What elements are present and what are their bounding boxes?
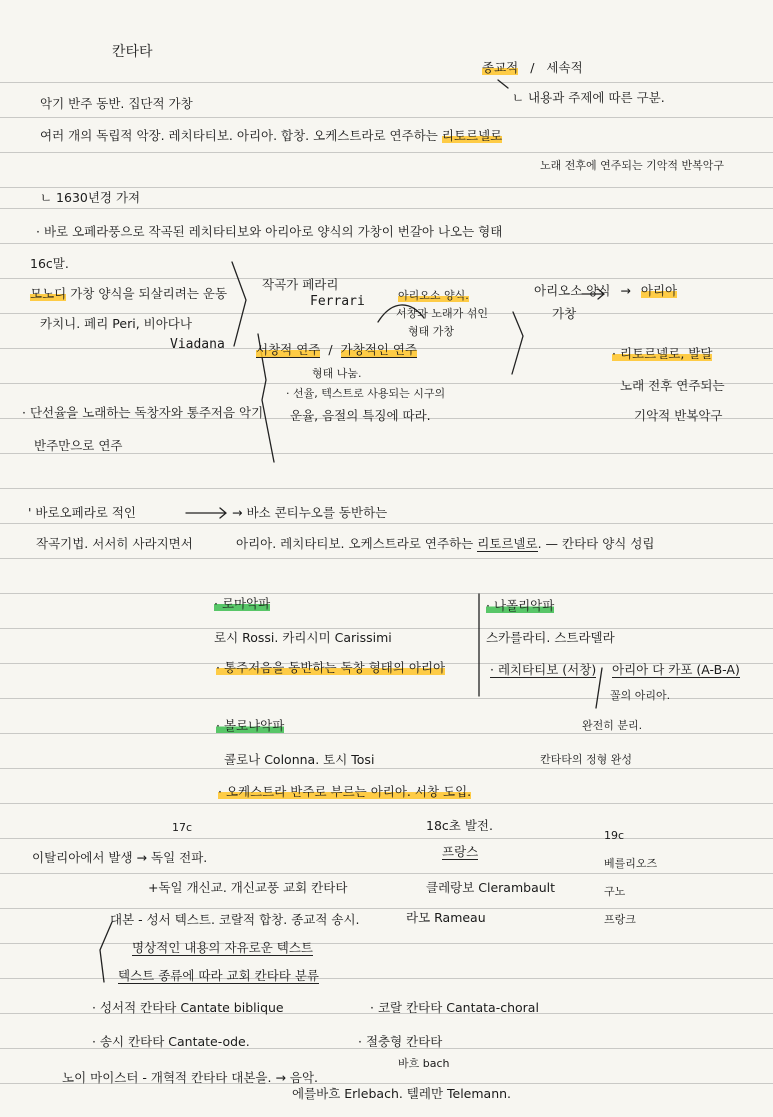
naples-school bbox=[486, 598, 554, 614]
rome-school bbox=[214, 596, 270, 612]
name-ferrari: Ferrari bbox=[310, 294, 365, 309]
ritornello-note-2: 기악적 반복악구 bbox=[634, 408, 723, 423]
verse-note-2: 운율, 음절의 특징에 따라. bbox=[290, 408, 431, 423]
ritornello-definition: 노래 전후에 연주되는 기악적 반복악구 bbox=[540, 159, 725, 172]
line-movements bbox=[40, 128, 502, 144]
composer-ferrari: 작곡가 페라리 bbox=[262, 277, 339, 292]
bologna-school-term: · 볼로냐악파 bbox=[216, 718, 285, 733]
arioso-result bbox=[534, 283, 677, 299]
bologna-names: 콜로나 Colonna. 토시 Tosi bbox=[224, 752, 375, 767]
composers-erlebach-telemann: 에를바흐 Erlebach. 텔레만 Telemann. bbox=[292, 1086, 512, 1101]
meditative-text: 명상적인 내용의 자유로운 텍스트 bbox=[132, 940, 313, 955]
neumeister-line: 노이 마이스터 - 개혁적 칸타타 대본을. → 음악. bbox=[62, 1070, 319, 1085]
arioso-result-3: 가창 bbox=[552, 306, 577, 321]
text-type-line bbox=[118, 968, 319, 984]
arioso-arrow: → bbox=[620, 283, 631, 298]
ritornello-develop-term: · 리토르넬로, 발달 bbox=[612, 346, 713, 361]
naples-school-term: · 나폴리악파 bbox=[486, 598, 555, 613]
naples-recit bbox=[490, 662, 596, 678]
bible-cantata: · 성서적 칸타타 Cantate biblique bbox=[92, 1000, 284, 1015]
verse-note-1: · 선율, 텍스트로 사용되는 시구의 bbox=[286, 387, 446, 400]
monody-term: 모노디 bbox=[30, 286, 67, 301]
technique-tail: . — 칸타타 양식 성립 bbox=[537, 536, 655, 551]
mixed-cantata: · 절충형 칸타타 bbox=[358, 1034, 443, 1049]
aria-term: 아리아 bbox=[640, 283, 678, 298]
chorale-cantata: · 코랄 칸타타 Cantata-choral bbox=[370, 1000, 539, 1015]
composer-bach: 바흐 bach bbox=[398, 1057, 450, 1070]
arioso-term: 아리오소 양식. bbox=[398, 289, 469, 302]
arioso-desc-2: 형태 가창 bbox=[408, 325, 455, 338]
category-line bbox=[482, 60, 583, 76]
bologna-school bbox=[216, 718, 284, 734]
composers-caccini: 카치니. 페리 Peri, 비아다나 bbox=[40, 316, 192, 331]
continuo-line: → 바소 콘티누오를 동반하는 bbox=[232, 505, 388, 520]
rome-aria-text: · 통주저음을 동반하는 독창 형태의 아리아 bbox=[216, 660, 446, 675]
arioso-style bbox=[398, 288, 469, 304]
baroque-opera: ' 바로오페라로 적인 bbox=[28, 505, 136, 520]
form-complete: 칸타타의 정형 완성 bbox=[540, 753, 633, 766]
recit-term-b: 가창적인 연주 bbox=[340, 342, 417, 357]
bracket-mark bbox=[232, 262, 246, 346]
accomp-only: 반주만으로 연주 bbox=[34, 438, 123, 453]
composer-franck: 프랑크 bbox=[604, 913, 636, 926]
naples-aria-2: 꼴의 아리아. bbox=[610, 689, 671, 702]
arioso-desc-1: 서창과 노래가 섞인 bbox=[396, 307, 489, 320]
category-note: ㄴ 내용과 주제에 따른 구분. bbox=[512, 90, 665, 105]
composer-gounod: 구노 bbox=[604, 885, 626, 898]
technique-ritornello: 리토르넬로 bbox=[477, 536, 538, 551]
recit-line bbox=[256, 342, 417, 358]
rome-aria bbox=[216, 660, 445, 676]
naples-aria bbox=[612, 662, 740, 678]
ode-cantata: · 송시 칸타타 Cantate-ode. bbox=[92, 1034, 250, 1049]
composer-rameau: 라모 Rameau bbox=[406, 910, 486, 925]
italy-germany: 이탈리아에서 발생 → 독일 전파. bbox=[32, 850, 208, 865]
naples-names: 스카를라티. 스트라델라 bbox=[486, 630, 615, 645]
libretto-line: 대본 - 성서 텍스트. 코랄적 합창. 종교적 송시. bbox=[110, 912, 360, 927]
bologna-aria-text: · 오케스트라 반주로 부르는 아리아. 서창 도입. bbox=[218, 784, 472, 799]
name-viadana: Viadana bbox=[170, 337, 225, 352]
monody-rest: 가창 양식을 되살리려는 운동 bbox=[66, 286, 228, 301]
meditative-line bbox=[132, 940, 313, 956]
text-type-text: 텍스트 종류에 따라 교회 칸타타 분류 bbox=[118, 968, 319, 983]
rome-school-term: · 로마악파 bbox=[214, 596, 271, 611]
desc-1630: · 바로 오페라풍으로 작곡된 레치타티보와 아리아로 양식의 가창이 번갈아 나오는 형태 bbox=[36, 224, 503, 239]
arioso-result-1: 아리오소 양식 bbox=[534, 283, 611, 298]
line-features: 악기 반주 동반. 집단적 가창 bbox=[40, 96, 193, 111]
century-19: 19c bbox=[604, 829, 625, 842]
tick-mark bbox=[498, 80, 508, 88]
france-text: 프랑스 bbox=[442, 844, 479, 859]
bologna-aria bbox=[218, 784, 471, 800]
complete-separation: 완전히 분리. bbox=[582, 719, 643, 732]
monody-line bbox=[30, 286, 227, 302]
ritornello-note-1: 노래 전후 연주되는 bbox=[620, 378, 725, 393]
naples-aria-text: 아리아 다 카포 (A-B-A) bbox=[612, 662, 740, 677]
category-secular: 세속적 bbox=[546, 60, 583, 75]
recit-separator: / bbox=[328, 342, 333, 357]
technique-cont-text: 아리아. 레치타티보. 오케스트라로 연주하는 bbox=[236, 536, 478, 551]
arrow-mark bbox=[186, 508, 226, 518]
ritornello-term: 리토르넬로 bbox=[441, 128, 503, 143]
technique-line: 작곡기법. 서서히 사라지면서 bbox=[36, 536, 193, 551]
form-develop: 형태 나눔. bbox=[312, 367, 362, 380]
century-16: 16c말. bbox=[30, 256, 69, 271]
century-18: 18c초 발전. bbox=[426, 818, 493, 833]
heading-1630: ㄴ 1630년경 가져 bbox=[40, 190, 141, 205]
naples-recit-text: · 레치타티보 (서창) bbox=[490, 662, 597, 677]
line-movements-text: 여러 개의 독립적 악장. 레치타티보. 아리아. 합창. 오케스트라로 연주하는 bbox=[40, 128, 442, 143]
category-sacred: 종교적 bbox=[482, 60, 519, 75]
recit-term-a: 서창적 연주 bbox=[256, 342, 321, 357]
category-separator: / bbox=[530, 60, 535, 75]
composer-berlioz: 베를리오즈 bbox=[604, 857, 658, 870]
single-melody: · 단선율을 노래하는 독창자와 통주저음 악기 bbox=[22, 405, 264, 420]
technique-cont bbox=[236, 536, 655, 552]
rome-names: 로시 Rossi. 카리시미 Carissimi bbox=[214, 630, 392, 645]
germany-protestant: +독일 개신교. 개신교풍 교회 칸타타 bbox=[148, 880, 348, 895]
century-17: 17c bbox=[172, 821, 193, 834]
bracket-mark bbox=[512, 312, 523, 374]
divider-line bbox=[596, 668, 602, 708]
page-title: 칸타타 bbox=[112, 44, 153, 60]
ritornello-develop bbox=[612, 346, 712, 362]
bracket-mark bbox=[100, 922, 112, 982]
composer-clerambault: 클레랑보 Clerambault bbox=[426, 880, 556, 895]
france-label bbox=[442, 844, 478, 860]
